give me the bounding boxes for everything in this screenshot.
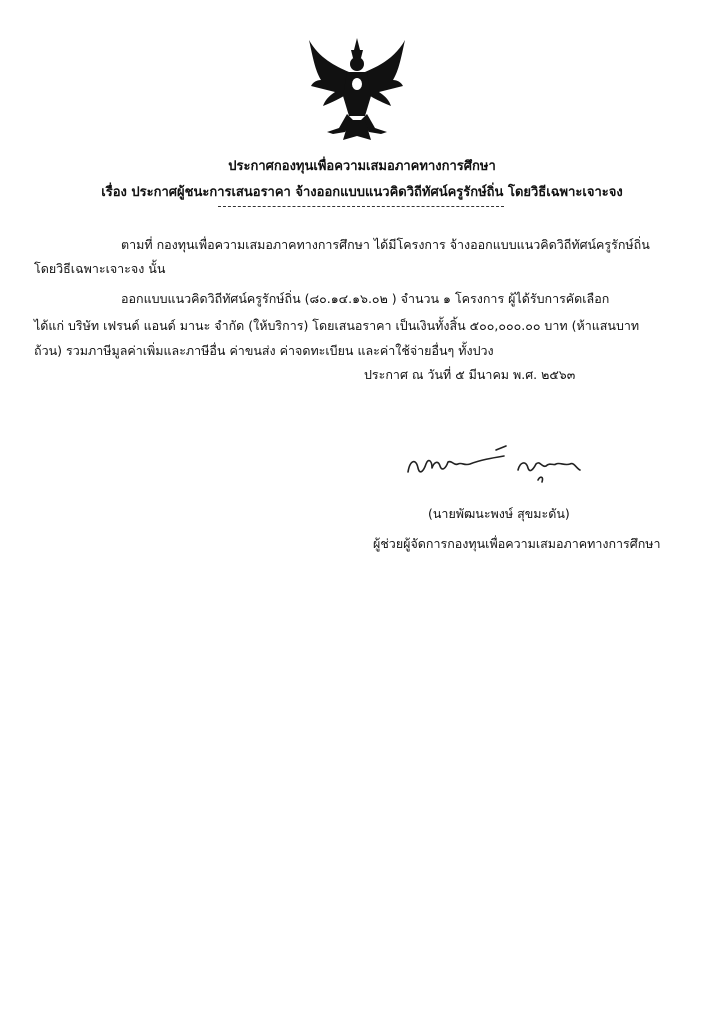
paragraph-2-line-2: ได้แก่ บริษัท เฟรนด์ แอนด์ มานะ จำกัด (ให้บริการ) โดยเสนอราคา เป็นเงินทั้งสิ้น ๕๐๐,๐๐๐.๐๐ บาท (ห้าแสนบาท	[34, 318, 640, 333]
signatory-name: (นายพัฒนะพงษ์ สุขมะดัน)	[428, 506, 570, 521]
signatory-position: ผู้ช่วยผู้จัดการกองทุนเพื่อความเสมอภาคทางการศึกษา	[373, 536, 661, 551]
paragraph-2-line-1: ออกแบบแนวคิดวิถีทัศน์ครูรักษ์ถิ่น (๘๐.๑๔.๑๖.๐๒ ) จำนวน ๑ โครงการ ผู้ได้รับการคัดเลือก	[121, 291, 610, 306]
announcement-date: ประกาศ ณ วันที่ ๕ มีนาคม พ.ศ. ๒๕๖๓	[364, 367, 576, 382]
handwritten-signature	[400, 440, 590, 488]
paragraph-1-line-1: ตามที่ กองทุนเพื่อความเสมอภาคทางการศึกษา ได้มีโครงการ จ้างออกแบบแนวคิดวิถีทัศน์ครูรักษ์ถิ่น	[121, 237, 650, 252]
garuda-emblem-icon	[305, 36, 409, 144]
document-subject: เรื่อง ประกาศผู้ชนะการเสนอราคา จ้างออกแบบแนวคิดวิถีทัศน์ครูรักษ์ถิ่น โดยวิธีเฉพาะเจาะจง	[101, 185, 623, 200]
paragraph-1-line-2: โดยวิธีเฉพาะเจาะจง นั้น	[34, 261, 166, 276]
divider-line	[218, 206, 504, 207]
document-title: ประกาศกองทุนเพื่อความเสมอภาคทางการศึกษา	[228, 159, 496, 174]
paragraph-2-line-3: ถ้วน) รวมภาษีมูลค่าเพิ่มและภาษีอื่น ค่าขนส่ง ค่าจดทะเบียน และค่าใช้จ่ายอื่นๆ ทั้งปวง	[34, 343, 494, 358]
